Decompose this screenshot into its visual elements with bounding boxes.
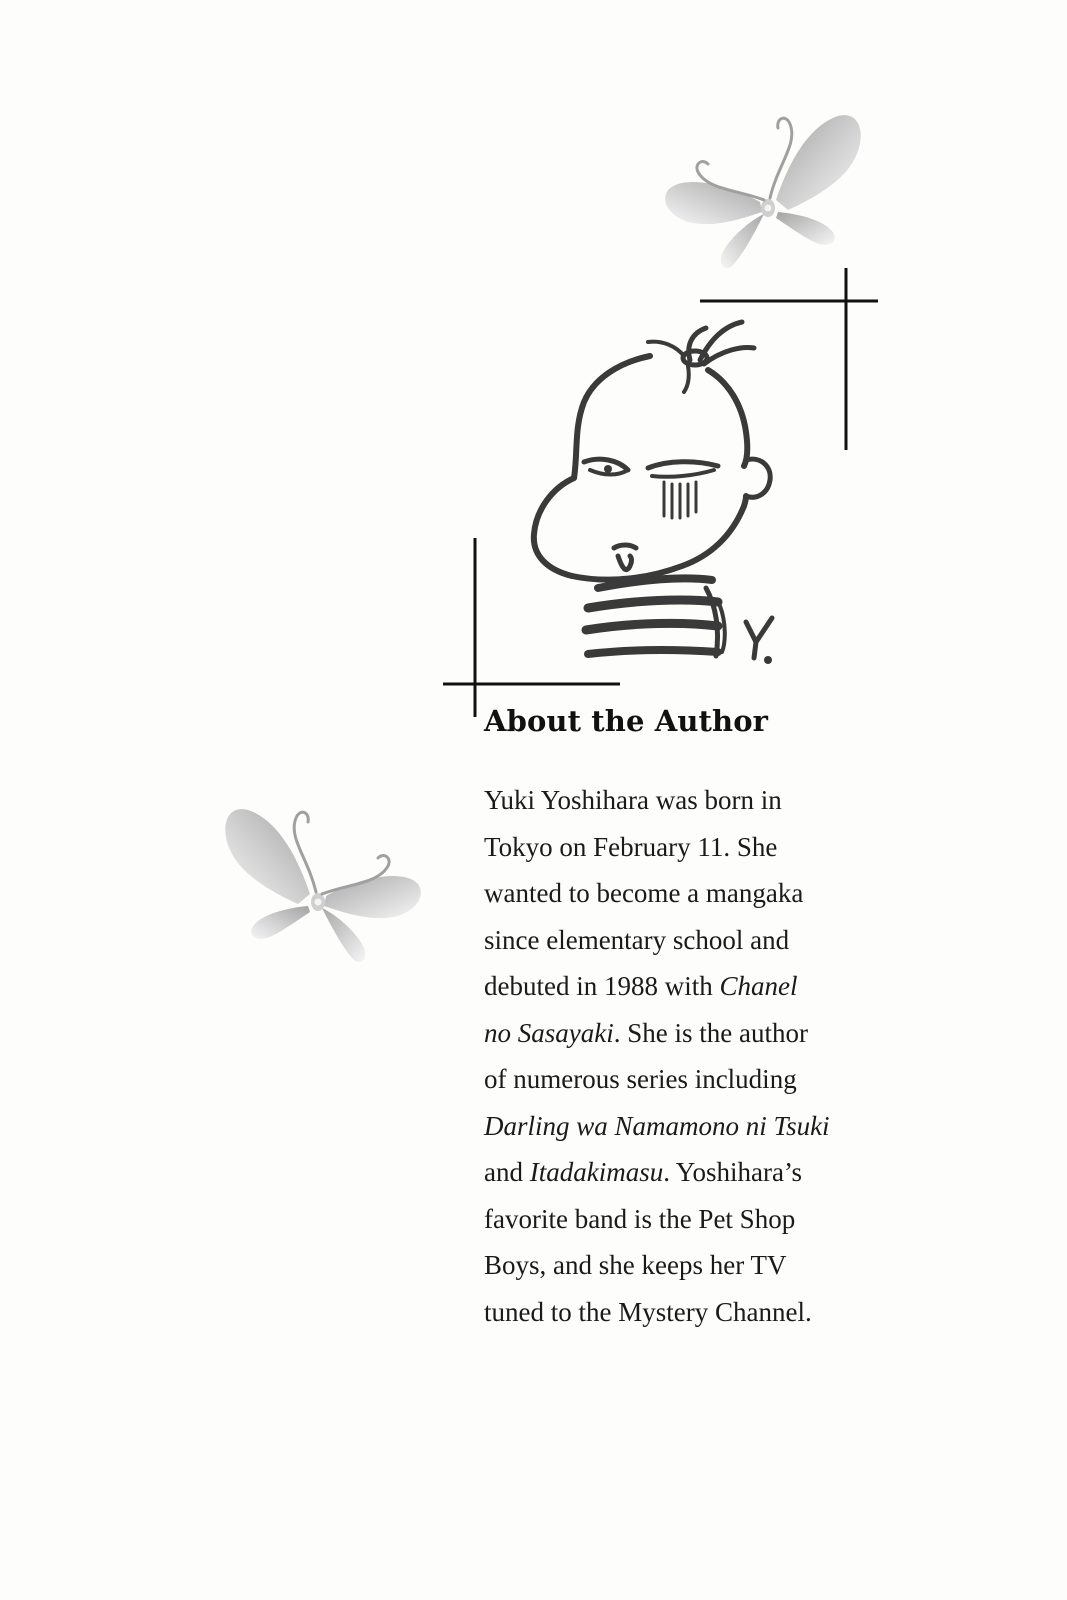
bio-line xyxy=(484,777,884,824)
bio-line xyxy=(484,917,884,964)
bio-text: and xyxy=(484,1157,530,1187)
italic-title-text: Chanel xyxy=(719,971,798,1001)
bio-text: Yuki Yoshihara was born in xyxy=(484,785,782,815)
bio-text: since elementary school and xyxy=(484,924,790,955)
bio-line xyxy=(484,1103,884,1150)
bio-text: favorite band is the Pet Shop xyxy=(484,1203,796,1234)
bio-line xyxy=(484,1196,884,1243)
bio-text: Boys, and she keeps her TV xyxy=(484,1250,787,1280)
bio-text: . Yoshihara’s xyxy=(663,1157,802,1187)
bio-text: Tokyo on February 11. She xyxy=(484,831,778,862)
butterfly-icon-top xyxy=(665,115,860,268)
bio-line xyxy=(484,870,884,917)
bio-text: wanted to become a mangaka xyxy=(484,878,804,908)
author-bio xyxy=(484,777,884,1335)
page-title: About the Author xyxy=(484,704,769,738)
italic-title-text: Itadakimasu xyxy=(529,1157,664,1187)
bio-line xyxy=(484,1056,884,1103)
bio-text: tuned to the Mystery Channel. xyxy=(484,1296,812,1327)
bio-line xyxy=(484,1242,884,1289)
butterfly-icon-left xyxy=(225,809,420,962)
bio-line xyxy=(484,824,884,871)
bio-line xyxy=(484,1010,884,1057)
italic-title-text: no Sasayaki xyxy=(484,1017,614,1048)
bio-text: . She is the author xyxy=(613,1017,808,1048)
bio-line xyxy=(484,1149,884,1196)
italic-title-text: Darling wa Namamono ni Tsuki xyxy=(484,1110,830,1141)
bio-text: of numerous series including xyxy=(484,1064,797,1094)
crop-mark-lines xyxy=(443,268,878,717)
bio-line xyxy=(484,963,884,1010)
author-self-portrait-sketch xyxy=(534,322,772,664)
bio-line xyxy=(484,1289,884,1336)
bio-text: debuted in 1988 with xyxy=(484,971,720,1001)
